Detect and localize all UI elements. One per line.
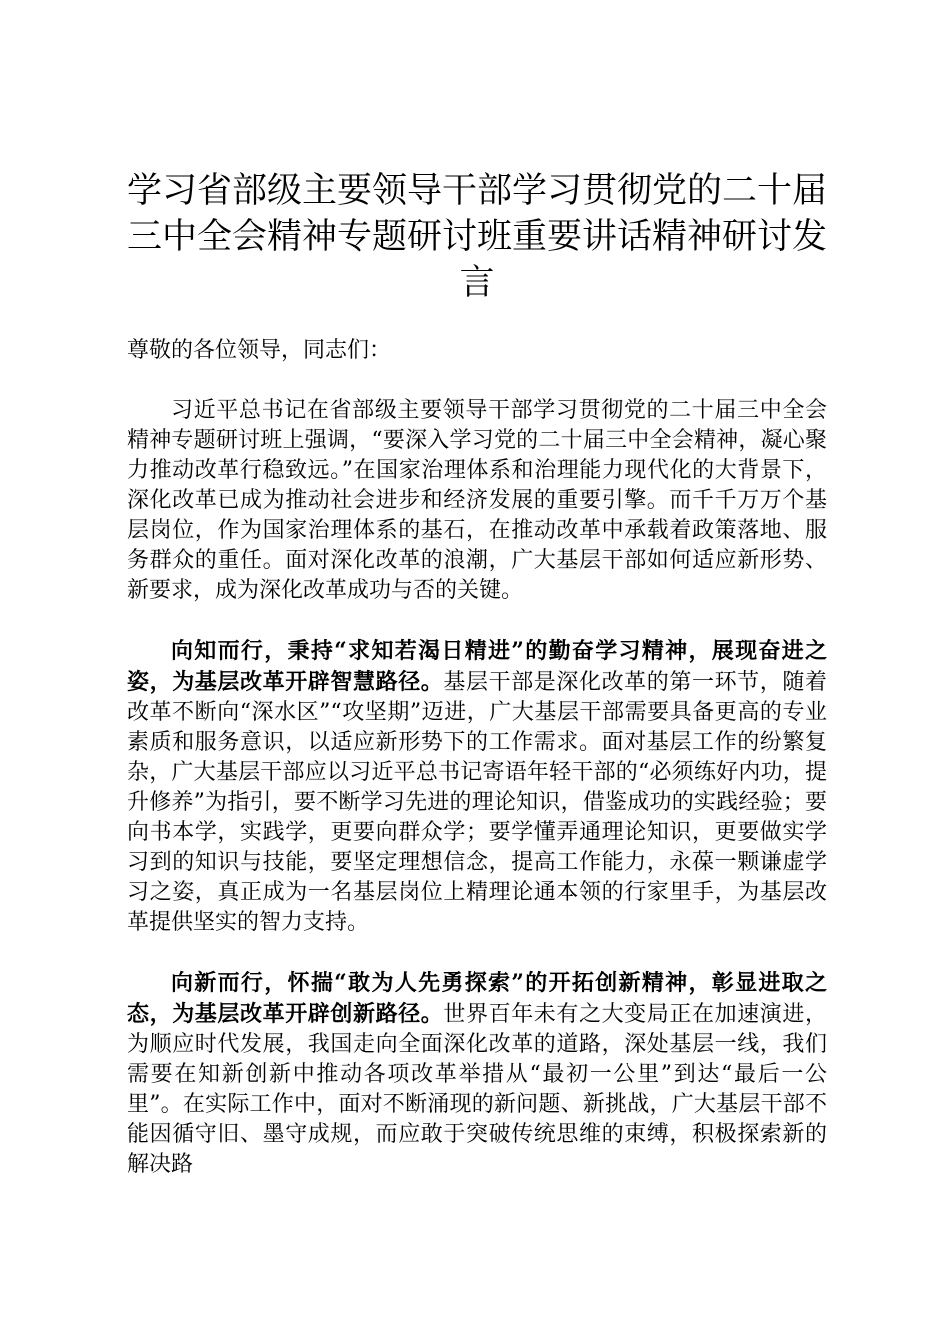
paragraph-innovation-lead: 向新而行，怀揣“敢为人先勇探索”的开拓创新精神，彰显进取之态，为基层改革开辟创新路径。 [127,970,827,1027]
paragraph-learning-lead: 向知而行，秉持“求知若渴日精进”的勤奋学习精神，展现奋进之姿，为基层改革开辟智慧路径。 [127,638,827,695]
paragraph-innovation [127,968,827,1180]
paragraph-intro [127,396,827,606]
salutation: 尊敬的各位领导，同志们： [127,338,392,363]
paragraph-intro-body: 习近平总书记在省部级主要领导干部学习贯彻党的二十届三中全会精神专题研讨班上强调，“要深入学习党的二十届三中全会精神，凝心聚力推动改革行稳致远。”在国家治理体系和治理能力现代化的大背景下，深化改革已成为推动社会进步和经济发展的重要引擎。而千千万万个基层岗位，作为国家治理体系的基石，在推动改革中承载着政策落地、服务群众的重任。面对深化改革的浪潮，广大基层干部如何适应新形势、新要求，成为深化改革成功与否的关键。 [127,398,827,603]
paragraph-learning-body: 基层干部是深化改革的第一环节，随着改革不断向“深水区”“攻坚期”迈进，广大基层干部需要具备更高的专业素质和服务意识，以适应新形势下的工作需求。面对基层工作的纷繁复杂，广大基层干部应以习近平总书记寄语年轻干部的“必须练好内功，提升修养”为指引，要不断学习先进的理论知识，借鉴成功的实践经验；要向书本学，实践学，更要向群众学；要学懂弄通理论知识，更要做实学习到的知识与技能，要坚定理想信念，提高工作能力，永葆一颗谦虚学习之姿，真正成为一名基层岗位上精理论通本领的行家里手，为基层改革提供坚实的智力支持。 [127,670,827,935]
document-title: 学习省部级主要领导干部学习贯彻党的二十届三中全会精神专题研讨班重要讲话精神研讨发言 [127,171,828,303]
paragraph-innovation-body: 世界百年未有之大变局正在加速演进，为顺应时代发展，我国走向全面深化改革的道路，深处基层一线，我们需要在知新创新中推动各项改革举措从“最初一公里”到达“最后一公里”。在实际工作中，面对不断涌现的新问题、新挑战，广大基层干部不能因循守旧、墨守成规，而应敢于突破传统思维的束缚，积极探索新的解决路 [127,1002,827,1177]
document-page [127,168,827,1180]
paragraph-learning [127,636,827,938]
